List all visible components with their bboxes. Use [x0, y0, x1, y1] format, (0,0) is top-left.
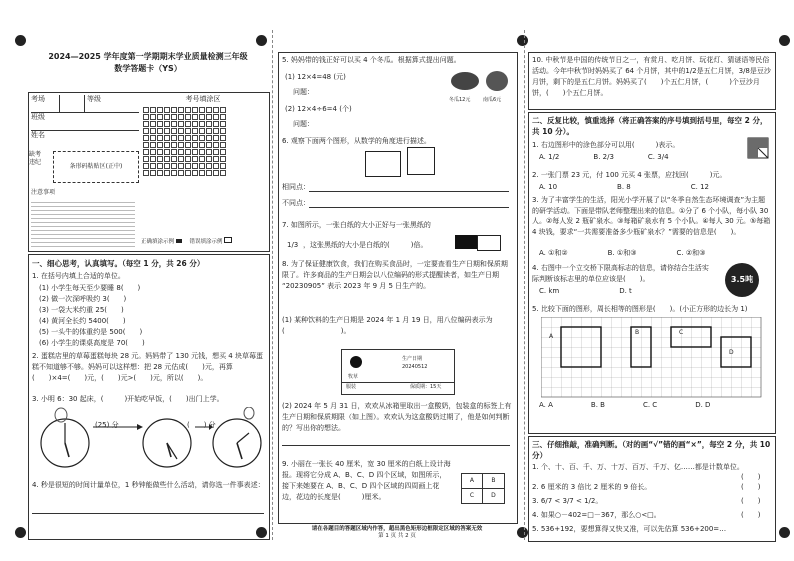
q1-item[interactable]: (6) 小学生的课桌高度是 70( ) [39, 339, 145, 347]
exam-number-bubble[interactable] [143, 163, 149, 169]
s2q5-text[interactable]: 5. 比较下面的图形，周长相等的图形是( )。(小正方形的边长为 1) [532, 305, 748, 313]
exam-number-bubble[interactable] [143, 156, 149, 162]
q3-text[interactable]: 3. 小明 6：30 起床，( )开始吃早饭，( )出门上学。 [32, 395, 224, 403]
exam-number-bubble[interactable] [220, 114, 226, 120]
s2q4-text[interactable]: 4. 右图中一个立交桥下限高标志的信息，请你结合生活实际判断该标志里的单位应该是( )。 [532, 264, 709, 283]
exam-number-bubble[interactable] [178, 142, 184, 148]
exam-number-bubble[interactable] [178, 170, 184, 176]
exam-number-bubble[interactable] [143, 121, 149, 127]
option[interactable]: A. ①和② [539, 249, 568, 257]
exam-number-bubble[interactable] [213, 114, 219, 120]
label-brand: 牧草 [348, 374, 359, 380]
q2-text[interactable]: 2. 蛋糕店里的草莓蛋糕每块 28 元。妈妈带了 130 元钱，想买 4 块草莓蛋糕不知道够不够。妈妈可以这样想：把 28 元估成( )元，再算( )×4=( )元，( )元>( )元，所以( )。 [32, 352, 263, 382]
punch-hole [779, 527, 790, 538]
exam-number-bubble[interactable] [185, 163, 191, 169]
exam-number-bubble[interactable] [178, 114, 184, 120]
exam-number-bubble[interactable] [164, 121, 170, 127]
shape-label: C [679, 329, 684, 336]
option[interactable]: D. D [695, 401, 711, 409]
exam-number-bubble[interactable] [178, 135, 184, 141]
punch-hole [779, 35, 790, 46]
answer-line[interactable] [309, 207, 509, 208]
s2q2-text[interactable]: 2. 一张门票 23 元，付 100 元买 4 张票，应找回( )元。 [532, 171, 727, 179]
info-box [28, 92, 270, 252]
exam-number-bubble[interactable] [150, 107, 156, 113]
exam-number-bubble[interactable] [213, 142, 219, 148]
option[interactable]: C. 12 [690, 183, 709, 191]
shape-label: B [635, 329, 640, 336]
exam-number-bubble[interactable] [206, 156, 212, 162]
exam-number-bubble[interactable] [150, 149, 156, 155]
q8-text: 8. 为了保证健康饮食，我们在购买食品时，一定要查看生产日期和保质期限了。许多商品的生产日期会以八位编码的形式提醒读者，如生产日期 “20230905” 表示 2023 年 9 月 5 日生产的。 [282, 260, 508, 290]
judge-blank[interactable]: ( ) [741, 473, 761, 481]
q5-label-gourd: 冬瓜12元 [449, 97, 471, 103]
exam-number-bubble[interactable] [220, 107, 226, 113]
exam-number-bubble[interactable] [213, 170, 219, 176]
exam-number-bubble[interactable] [192, 142, 198, 148]
exam-number-bubble[interactable] [178, 107, 184, 113]
q5-text: 5. 妈妈带的钱正好可以买 4 个冬瓜。根据算式提出问题。 [282, 56, 461, 64]
s2q4-options [539, 287, 632, 296]
exam-number-bubble[interactable] [150, 156, 156, 162]
exam-number-bubble[interactable] [171, 156, 177, 162]
q1-item[interactable]: (1) 小学生每天至少要睡 8( ) [39, 284, 141, 292]
exam-number-bubble[interactable] [150, 135, 156, 141]
notes-text [31, 199, 135, 247]
s2q5-grid-figure [541, 317, 763, 413]
s2q1-options [539, 153, 669, 162]
exam-number-bubble[interactable] [178, 149, 184, 155]
exam-number-bubble[interactable] [199, 121, 205, 127]
sheet-subtitle: 数学答题卡（YS） [114, 64, 182, 73]
logo-icon [350, 356, 362, 368]
exam-number-bubble[interactable] [206, 135, 212, 141]
exam-number-bubble[interactable] [206, 142, 212, 148]
exam-number-bubble[interactable] [206, 163, 212, 169]
exam-number-bubble[interactable] [185, 149, 191, 155]
option[interactable]: A. A [539, 401, 553, 409]
q6-diff: 不同点： [282, 199, 310, 207]
clock-icon [41, 419, 89, 467]
square-shape [407, 147, 435, 175]
section1-heading: 一、细心思考，认真填写。（每空 1 分，共 26 分） [32, 259, 205, 268]
exam-number-bubble[interactable] [220, 149, 226, 155]
exam-number-bubble[interactable] [213, 163, 219, 169]
judge-item: 3. 6/7 < 3/7 < 1/2。 [532, 497, 603, 505]
notes-label: 注意事项 [31, 189, 56, 196]
label-date-code: 20240512 [402, 364, 428, 370]
exam-number-bubble[interactable] [185, 121, 191, 127]
shape-label: D [729, 349, 734, 356]
exam-number-bubble[interactable] [171, 114, 177, 120]
q5-question: 问题： [293, 120, 314, 128]
exam-number-bubble[interactable] [164, 135, 170, 141]
q7-text2[interactable]: ，这张黑纸的大小是白纸的( )倍。 [303, 241, 428, 249]
exam-number-bubble[interactable] [185, 135, 191, 141]
exam-number-bubble[interactable] [213, 121, 219, 127]
q3-arrow1: (25) 分 [95, 421, 119, 429]
judge-item: 4. 如果○－402=□－367，那么○<□。 [532, 511, 661, 519]
option[interactable]: D. t [619, 287, 632, 295]
exam-number-bubble[interactable] [199, 128, 205, 134]
exam-number-bubble[interactable] [178, 128, 184, 134]
exam-number-bubble[interactable] [185, 114, 191, 120]
exam-number-bubble[interactable] [192, 121, 198, 127]
exam-number-bubble[interactable] [143, 114, 149, 120]
exam-number-bubble[interactable] [171, 163, 177, 169]
exam-number-bubble[interactable] [171, 170, 177, 176]
exam-number-bubble[interactable] [192, 135, 198, 141]
judge-item: 2. 6 厘米的 3 倍比 2 厘米的 9 倍长。 [532, 483, 652, 491]
shaded-square-figure [747, 137, 769, 159]
answer-line[interactable] [282, 445, 510, 446]
punch-hole [517, 527, 528, 538]
exam-number-bubble[interactable] [143, 142, 149, 148]
q3-arrow2: ( ) 分 [187, 421, 216, 429]
q6-text: 6. 观察下面两个图形，从数学的角度进行描述。 [282, 137, 431, 145]
exam-number-bubble[interactable] [220, 156, 226, 162]
exam-number-bubble[interactable] [213, 156, 219, 162]
label-grade: 等级 [84, 95, 111, 112]
section2-heading: 二、反复比较，慎重选择（将正确答案的序号填到括号里，每空 2 分，共 10 分）。 [532, 116, 768, 136]
exam-number-bubble[interactable] [150, 142, 156, 148]
exam-number-bubble[interactable] [213, 107, 219, 113]
section1-box [28, 254, 270, 540]
exam-number-bubble[interactable] [185, 128, 191, 134]
q8-part2: (2) 2024 年 5 月 31 日，欢欢从冰箱里取出一盒酸奶，包装盒的标签上有生产日期和保质期限（如上图）。欢欢认为这盒酸奶过期了，他是如何判断的？写出你的想法。 [282, 402, 512, 432]
q5-label-pumpkin: 南瓜6元 [483, 97, 502, 103]
q1-item[interactable]: (4) 黄河全长约 5400( ) [39, 317, 126, 325]
q1-item[interactable]: (5) 一头牛的体重约是 500( ) [39, 328, 143, 336]
section3-heading: 三、仔细推敲，准确判断。（对的画“√”错的画“×”，每空 2 分，共 10 分） [532, 440, 771, 460]
q7-fraction: 1/3 [287, 241, 299, 249]
absent-label: 缺考 违纪 [29, 151, 42, 166]
exam-number-bubble[interactable] [213, 149, 219, 155]
option[interactable]: C. 3/4 [647, 153, 669, 161]
exam-number-bubble[interactable] [192, 170, 198, 176]
exam-number-bubble[interactable] [164, 128, 170, 134]
exam-number-bubble[interactable] [157, 107, 163, 113]
exam-number-bubble[interactable] [157, 142, 163, 148]
q3-clocks [37, 407, 263, 473]
exam-number-bubble[interactable] [220, 170, 226, 176]
exam-number-bubble[interactable] [206, 170, 212, 176]
s2q2-options [539, 183, 709, 192]
exam-number-bubble[interactable] [157, 128, 163, 134]
q7-text: 7. 如图所示，一张白纸的大小正好与一张黑纸的 [282, 221, 431, 229]
exam-number-bubble[interactable] [199, 135, 205, 141]
exam-number-bubble[interactable] [157, 121, 163, 127]
exam-number-bubble[interactable] [220, 163, 226, 169]
q6-same: 相同点： [282, 183, 310, 191]
option[interactable]: A. 1/2 [539, 153, 560, 161]
q10-text[interactable]: 10. 中秋节是中国的传统节日之一，有赏月、吃月饼、玩花灯、猜谜语等民俗活动。今年中秋节时妈妈买了 64 个月饼，其中的1/2是五仁月饼，3/8是豆沙月饼，剩下的是五仁月饼。妈妈买了( )个五仁月饼，( )个豆沙月饼，( )个五仁月饼。 [532, 56, 771, 97]
s2q1-text[interactable]: 1. 右边图形中的涂色部分可以用( )表示。 [532, 141, 680, 149]
punch-hole [15, 35, 26, 46]
clock-icon [213, 419, 261, 467]
exam-number-bubble[interactable] [206, 114, 212, 120]
s2q3-options [539, 249, 705, 258]
q8-part1[interactable]: (1) 某种饮料的生产日期是 2024 年 1 月 19 日，用八位编码表示为( )。 [282, 316, 493, 335]
exam-number-bubble[interactable] [171, 128, 177, 134]
q10-box [528, 52, 776, 110]
q9-diagram: A B C D [461, 473, 505, 504]
q4-text: 4. 秒是很短的时间计量单位，1 秒钟能做些什么活动，请你选一件事表述： [32, 481, 265, 489]
exam-number-bubble[interactable] [143, 107, 149, 113]
exam-number-bubble[interactable] [164, 170, 170, 176]
exam-number-bubble[interactable] [164, 114, 170, 120]
exam-number-bubble[interactable] [199, 114, 205, 120]
exam-number-bubble[interactable] [199, 107, 205, 113]
exam-number-bubble[interactable] [206, 121, 212, 127]
exam-number-bubble[interactable] [192, 107, 198, 113]
judge-item: 1. 个、十、百、千、万、十万、百万、千万、亿……都是计数单位。 [532, 463, 744, 471]
exam-number-bubble[interactable] [143, 135, 149, 141]
exam-number-bubble[interactable] [157, 170, 163, 176]
exam-number-bubble[interactable] [220, 128, 226, 134]
answer-line[interactable] [309, 191, 509, 192]
option[interactable]: C. C [642, 401, 658, 409]
middle-box [278, 52, 518, 524]
q5-question: 问题： [293, 88, 314, 96]
wax-gourd-icon [451, 72, 479, 90]
exam-number-bubble[interactable] [171, 135, 177, 141]
exam-number-bubble[interactable] [143, 149, 149, 155]
exam-number-bubble[interactable] [178, 121, 184, 127]
exam-number-bubble[interactable] [150, 121, 156, 127]
middle-column [278, 30, 516, 540]
shape-label: A [549, 333, 554, 340]
exam-number-bubble[interactable] [199, 142, 205, 148]
page-number: 第 1 页 共 2 页 [378, 533, 416, 539]
option[interactable]: A. 10 [539, 183, 558, 191]
option[interactable]: B. ①和③ [607, 249, 637, 257]
exam-number-bubble[interactable] [199, 156, 205, 162]
section3-box [528, 436, 776, 542]
judge-blank[interactable]: ( ) [741, 483, 761, 491]
label-date-title: 生产日期 [402, 356, 423, 362]
q1-item[interactable]: (3) 一袋大米约重 25( ) [39, 306, 124, 314]
exam-number-bubble[interactable] [143, 128, 149, 134]
barcode-area: 条形码粘贴区(正中) [53, 151, 139, 183]
exam-number-bubble[interactable] [213, 135, 219, 141]
label-logo-text: 服装 [346, 384, 357, 390]
exam-number-bubble[interactable] [150, 163, 156, 169]
exam-number-bubble[interactable] [164, 163, 170, 169]
exam-number-bubble[interactable] [213, 128, 219, 134]
exam-number-bubble[interactable] [164, 142, 170, 148]
exam-number-bubble[interactable] [157, 156, 163, 162]
clock-icon [143, 419, 191, 467]
exam-number-bubble[interactable] [192, 128, 198, 134]
option[interactable]: C. km [539, 287, 560, 295]
exam-number-bubble[interactable] [150, 128, 156, 134]
section2-box [528, 112, 776, 434]
q1-item[interactable]: (2) 做一次深呼吸约 3( ) [39, 295, 127, 303]
exam-number-bubble[interactable] [164, 149, 170, 155]
exam-number-bubble[interactable] [171, 107, 177, 113]
left-column [28, 30, 268, 540]
q5-eq1: (1) 12×4=48 (元) [285, 73, 346, 81]
exam-number-bubble[interactable] [178, 156, 184, 162]
option[interactable]: B. B [590, 401, 605, 409]
exam-number-bubble[interactable] [199, 170, 205, 176]
fill-examples: 正确填涂示例 错误填涂示例 [141, 237, 232, 246]
exam-number-bubble[interactable] [178, 163, 184, 169]
label-class: 班级 [31, 113, 45, 121]
column-divider [272, 30, 273, 540]
q1-text: 1. 在括号内填上合适的单位。 [32, 272, 125, 280]
exam-number-bubble[interactable] [206, 128, 212, 134]
exam-number-bubble[interactable] [171, 121, 177, 127]
name-fields [31, 95, 139, 149]
exam-number-bubbles[interactable] [143, 107, 267, 231]
punch-hole [517, 35, 528, 46]
exam-number-bubble[interactable] [164, 107, 170, 113]
exam-number-bubble[interactable] [164, 156, 170, 162]
exam-number-bubble[interactable] [185, 170, 191, 176]
exam-number-bubble[interactable] [171, 142, 177, 148]
exam-number-bubble[interactable] [220, 135, 226, 141]
exam-number-bubble[interactable] [157, 135, 163, 141]
label-expiry: 保质期：15天 [410, 384, 442, 390]
height-limit-sign-icon: 3.5吨 [725, 263, 759, 297]
exam-number-bubble[interactable] [171, 149, 177, 155]
exam-number-bubble[interactable] [192, 163, 198, 169]
exam-number-bubble[interactable] [192, 156, 198, 162]
label-exam-room: 考场 [31, 95, 45, 103]
exam-number-bubble[interactable] [220, 121, 226, 127]
pumpkin-icon [486, 71, 508, 91]
exam-number-bubble[interactable] [157, 114, 163, 120]
exam-number-bubble[interactable] [143, 170, 149, 176]
exam-number-bubble[interactable] [220, 142, 226, 148]
s2q3-text[interactable]: 3. 为了丰富学生的生活，阳光小学开展了以“冬季自然生态环境调查”为主题的研学活动。下面是带队老师整理出来的信息。①分了 6 个小队，每小队 30 人。②每人发 2 瓶矿泉水。③每箱矿泉水有 5 个小队。④每人 30 元。⑤每箱 4 块钱，要求“一共需要准备多少瓶矿泉水？”需要的信息是( )。 [532, 196, 771, 236]
exam-number-bubble[interactable] [192, 114, 198, 120]
exam-number-bubble[interactable] [199, 149, 205, 155]
product-label [341, 349, 455, 395]
option[interactable]: C. ②和③ [676, 249, 706, 257]
s2q5-options [539, 401, 710, 410]
column-divider [524, 30, 525, 540]
answer-line[interactable] [32, 513, 264, 514]
judge-blank[interactable]: ( ) [741, 497, 761, 505]
exam-number-label: 考号填涂区 [185, 95, 221, 103]
rectangle-shape [365, 151, 401, 177]
sheet-title: 2024—2025 学年度第一学期期末学业质量检测三年级 [48, 52, 248, 61]
exam-number-bubble[interactable] [199, 163, 205, 169]
q1-items [39, 283, 145, 349]
right-column [528, 30, 774, 540]
exam-number-bubble[interactable] [157, 163, 163, 169]
exam-number-bubble[interactable] [206, 149, 212, 155]
q5-eq2: (2) 12×4÷6=4 (个) [285, 105, 352, 113]
exam-number-bubble[interactable] [150, 170, 156, 176]
footer-note: 请在各题目的答题区域内作答，超出黑色矩形边框限定区域的答案无效 [311, 526, 483, 532]
judge-blank[interactable]: ( ) [741, 511, 761, 519]
exam-number-bubble[interactable] [185, 156, 191, 162]
option[interactable]: B. 2/3 [593, 153, 614, 161]
label-name: 姓名 [31, 131, 45, 139]
punch-hole [15, 527, 26, 538]
black-paper [455, 235, 477, 249]
white-paper [477, 235, 501, 251]
option[interactable]: B. 8 [617, 183, 631, 191]
exam-number-bubble[interactable] [192, 149, 198, 155]
exam-number-bubble[interactable] [150, 114, 156, 120]
exam-number-bubble[interactable] [185, 107, 191, 113]
exam-number-bubble[interactable] [185, 142, 191, 148]
q9-text[interactable]: 9. 小丽在一张长 40 厘米，宽 30 厘米的白纸上设计海报。现将它分成 A、B、C、D 四个区域，如图所示，接下来她要在 A、B、C、D 四个区域的四周画上花边，花边的长度是( )厘米。 [282, 460, 451, 501]
exam-number-bubble[interactable] [206, 107, 212, 113]
exam-number-bubble[interactable] [157, 149, 163, 155]
judge-item: 5. 536+192，要想算得又快又准，可以先估算 536+200=… [532, 525, 727, 533]
